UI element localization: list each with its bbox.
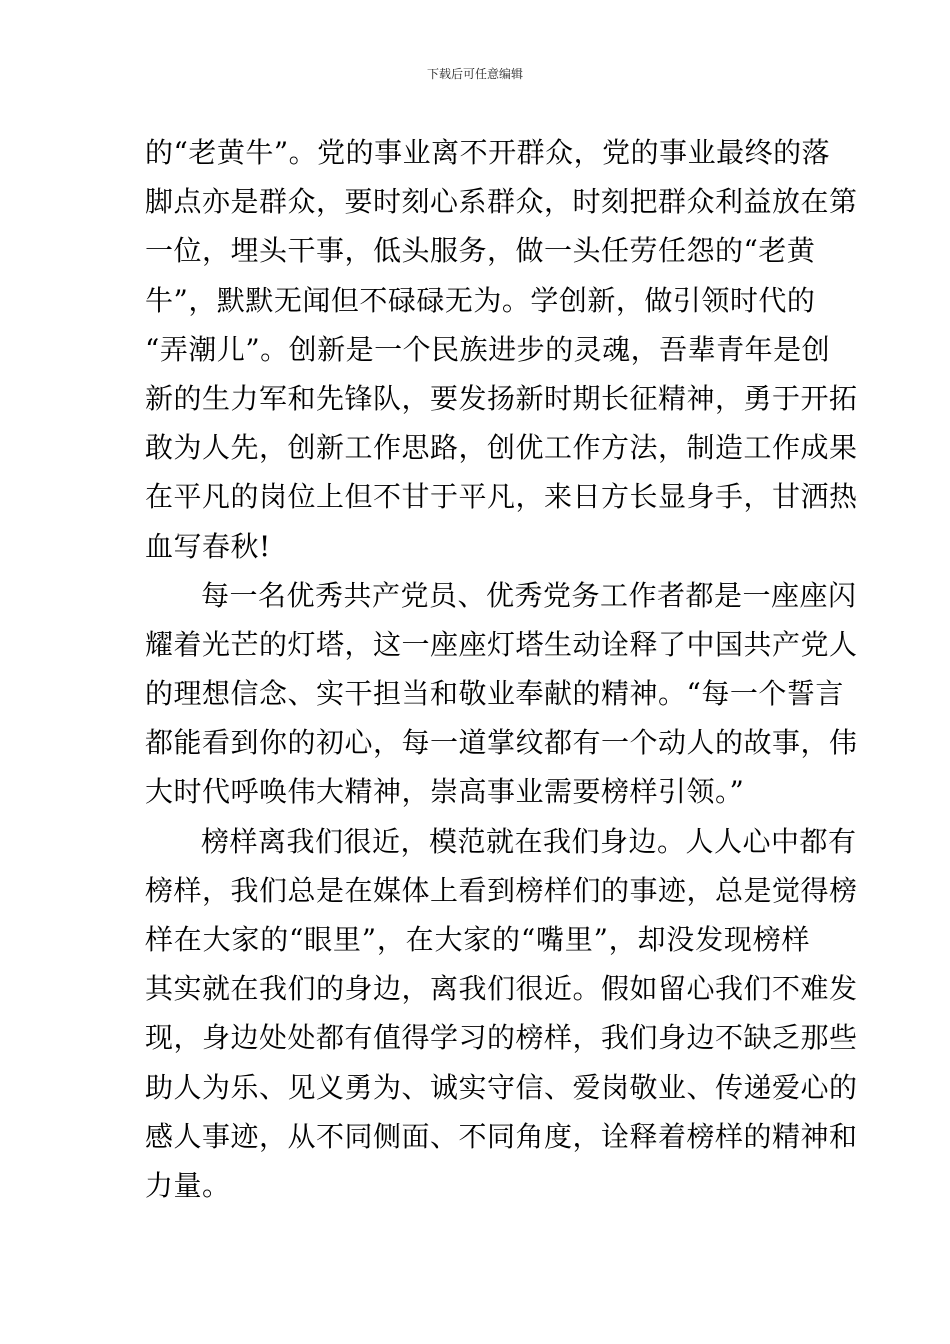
text-line: 脚点亦是群众，要时刻心系群众，时刻把群众利益放在第 [145, 185, 858, 219]
text-line: 在平凡的岗位上但不甘于平凡，来日方长显身手，甘洒热 [145, 480, 858, 514]
text-line: 样在大家的“眼里”，在大家的“嘴里”，却没发现榜样 [145, 923, 810, 956]
text-line: 一位，埋头干事，低头服务，做一头任劳任怨的“老黄 [145, 234, 816, 268]
text-line: 榜样，我们总是在媒体上看到榜样们的事迹，总是觉得榜 [145, 873, 858, 907]
text-line: 的理想信念、实干担当和敬业奉献的精神。“每一个誓言 [145, 677, 844, 711]
paragraph [145, 817, 858, 1211]
text-line: 其实就在我们的身边，离我们很近。假如留心我们不难发 [145, 972, 858, 1006]
text-line: 助人为乐、见义勇为、诚实守信、爱岗敬业、传递爱心的 [145, 1070, 858, 1104]
text-line: 都能看到你的初心，每一道掌纹都有一个动人的故事，伟 [145, 726, 858, 760]
text-line: 敢为人先，创新工作思路，创优工作方法，制造工作成果 [145, 431, 858, 465]
text-line: 牛”，默默无闻但不碌碌无为。学创新，做引领时代的 [145, 283, 816, 317]
text-line: 现，身边处处都有值得学习的榜样，我们身边不缺乏那些 [145, 1021, 858, 1055]
text-line: 力量。 [145, 1168, 231, 1202]
text-line: 榜样离我们很近，模范就在我们身边。人人心中都有 [201, 824, 857, 858]
text-line: “弄潮儿”。创新是一个民族进步的灵魂，吾辈青年是创 [145, 332, 831, 366]
text-line: 每一名优秀共产党员、优秀党务工作者都是一座座闪 [201, 578, 857, 612]
document-body [145, 128, 858, 1210]
page-header: 下载后可任意编辑 [426, 67, 523, 81]
text-line: 血写春秋! [145, 529, 271, 563]
paragraph [145, 571, 858, 817]
text-line: 新的生力军和先锋队，要发扬新时期长征精神，勇于开拓 [145, 381, 858, 415]
text-line: 耀着光芒的灯塔，这一座座灯塔生动诠释了中国共产党人 [145, 627, 858, 661]
text-line: 感人事迹，从不同侧面、不同角度，诠释着榜样的精神和 [145, 1119, 858, 1153]
text-line: 大时代呼唤伟大精神，崇高事业需要榜样引领。” [145, 775, 745, 809]
paragraph [145, 128, 858, 571]
text-line: 的“老黄牛”。党的事业离不开群众，党的事业最终的落 [145, 136, 831, 169]
